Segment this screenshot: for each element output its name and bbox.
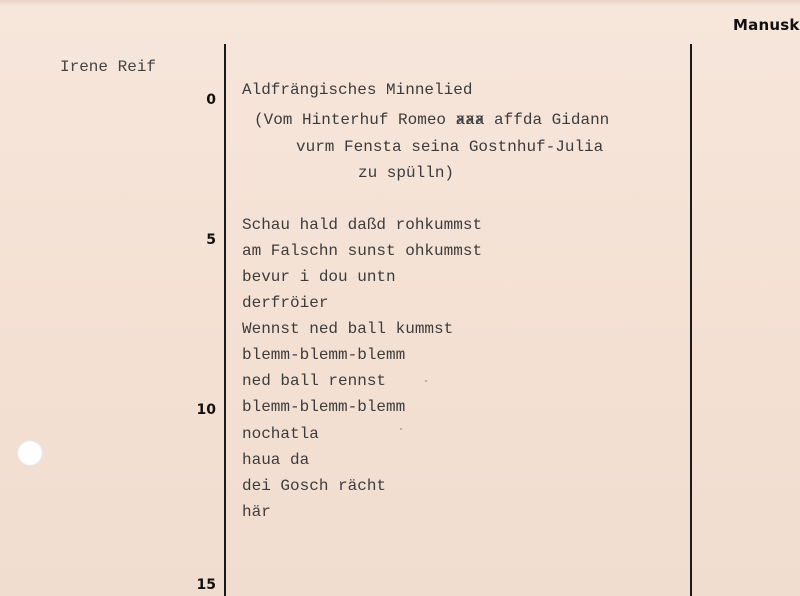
poem-subtitle-line-1 [254, 110, 609, 130]
subtitle-text-b: affda Gidann [484, 111, 610, 129]
line-number-15: 15 [196, 577, 216, 593]
verse-line: Schau hald daßd rohkummst [242, 216, 483, 234]
author-name: Irene Reif [60, 58, 157, 76]
line-number-5: 5 [206, 232, 216, 248]
verse-line: Wennst ned ball kummst [242, 320, 454, 338]
line-number-0: 0 [206, 92, 216, 108]
verse-line: här [242, 503, 271, 521]
poem-subtitle-line-3: zu spülln) [358, 164, 455, 182]
right-margin-rule [690, 44, 692, 596]
subtitle-text-a: (Vom Hinterhuf Romeo [254, 111, 456, 129]
left-margin-rule [224, 44, 226, 596]
verse-line: blemm-blemm-blemm [242, 346, 406, 364]
header-label: Manusk [733, 16, 800, 34]
verse-line: blemm-blemm-blemm [242, 398, 406, 416]
paper-speck [425, 380, 427, 382]
punch-hole [17, 440, 43, 466]
verse-line: nochatla [242, 425, 319, 443]
poem-title: Aldfrängisches Minnelied [242, 81, 473, 99]
paper-speck [400, 428, 402, 430]
verse-line: haua da [242, 451, 310, 469]
verse-line: dei Gosch rächt [242, 477, 387, 495]
verse-line: ned ball rennst [242, 372, 387, 390]
line-number-10: 10 [196, 402, 216, 418]
verse-line: derfröier [242, 294, 329, 312]
paper-top-edge [0, 0, 800, 6]
struck-out-text: aaa xxx [456, 110, 485, 130]
verse-line: bevur i dou untn [242, 268, 396, 286]
poem-subtitle-line-2: vurm Fensta seina Gostnhuf-Julia [296, 138, 604, 156]
verse-line: am Falschn sunst ohkummst [242, 242, 483, 260]
